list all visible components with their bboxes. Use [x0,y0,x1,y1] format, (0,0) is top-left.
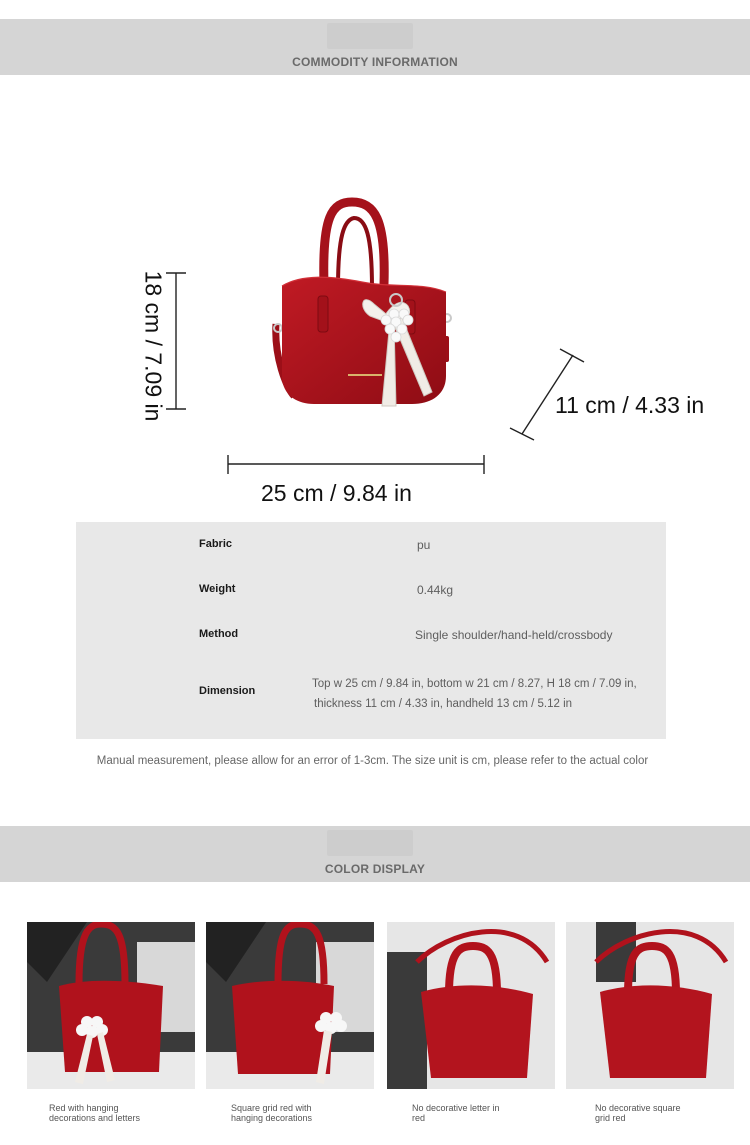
caption-line: red [412,1113,426,1123]
handbag-product-image [262,196,467,412]
color-option-1-caption [49,1103,140,1123]
color-option-2-image[interactable] [206,922,374,1089]
color-option-3-caption [412,1103,500,1123]
fabric-value: pu [417,538,431,552]
measurement-note: Manual measurement, please allow for an error of 1-3cm. The size unit is cm, please refer to the actual color [96,755,649,767]
caption-line: decorations and letters [49,1113,141,1123]
color-display-header [0,826,750,882]
caption-line: grid red [595,1113,626,1123]
dimension-label: Dimension [199,685,256,697]
weight-value: 0.44kg [417,583,454,597]
dimension-value-line1: Top w 25 cm / 9.84 in, bottom w 21 cm / 8.27, H 18 cm / 7.09 in, [312,678,637,690]
color-option-4-image[interactable] [566,922,734,1089]
caption-line: Square grid red with [231,1103,312,1113]
method-value: Single shoulder/hand-held/crossbody [415,628,613,642]
caption-line: No decorative square [595,1103,681,1113]
depth-cap-bottom [510,428,534,440]
commodity-information-header [0,19,750,75]
width-dimension-label: 25 cm / 9.84 in [261,480,412,506]
fabric-label: Fabric [199,538,233,550]
color-option-1-image[interactable] [27,922,195,1089]
depth-dimension-label: 11 cm / 4.33 in [555,392,705,418]
commodity-information-title: COMMODITY INFORMATION [292,55,458,69]
color-option-3-image[interactable] [387,922,555,1089]
caption-line: hanging decorations [231,1113,313,1123]
product-info-table [76,522,666,739]
height-dimension-label: 18 cm / 7.09 in [140,270,167,422]
dimension-value-line2: thickness 11 cm / 4.33 in, handheld 13 cm / 5.12 in [314,698,573,710]
header-tab-shade [327,23,413,49]
caption-line: No decorative letter in [412,1103,500,1113]
color-option-4-caption [595,1103,681,1123]
header-tab-shade [327,830,413,856]
color-display-title: COLOR DISPLAY [324,862,426,876]
color-option-2-caption [231,1103,312,1123]
weight-label: Weight [199,583,236,595]
depth-cap-top [560,349,584,362]
method-label: Method [199,628,239,640]
caption-line: Red with hanging [49,1103,119,1113]
